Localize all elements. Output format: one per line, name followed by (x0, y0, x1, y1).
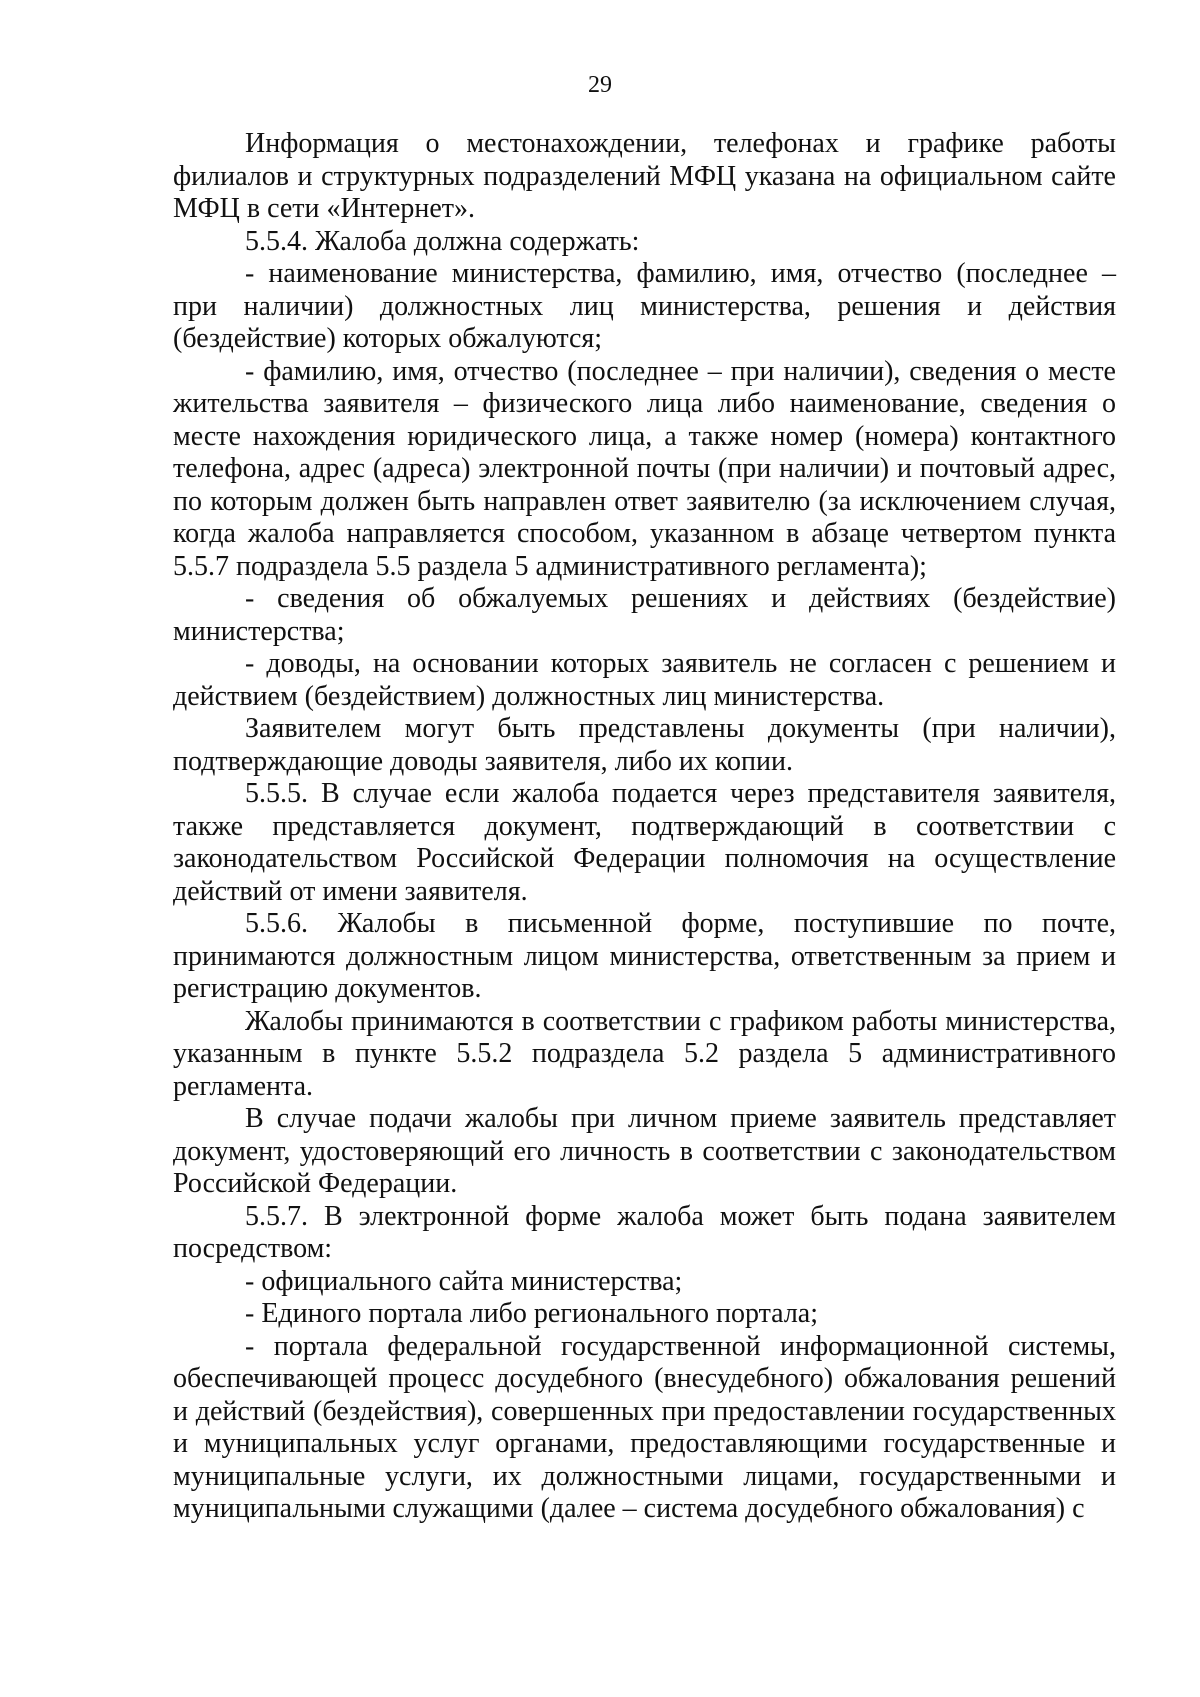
list-item-official-site: - официального сайта министерства; (245, 1265, 683, 1297)
paragraph-5-5-5: 5.5.5. В случае если жалоба подается через представителя заявителя, также представляется документ, подтверждающий в соответствии с законодательством Российской Федерации полномочия на осуществление действий от имени заявителя. (173, 778, 1116, 907)
list-item-ministry-name: - наименование министерства, фамилию, имя, отчество (последнее – при наличии) должностных лиц министерства, решения и действия (бездействие) которых обжалуются; (173, 258, 1116, 354)
paragraph-5-5-7: 5.5.7. В электронной форме жалоба может быть подана заявителем посредством: (173, 1200, 1116, 1264)
list-item-appealed-decisions: - сведения об обжалуемых решениях и действиях (бездействие) министерства; (173, 583, 1116, 647)
list-item-applicant-info: - фамилию, имя, отчество (последнее – при наличии), сведения о месте жительства заявителя – физического лица либо наименование, сведения о месте нахождения юридического лица, а также номер (номера) контактного телефона, адрес (адреса) электронной почты (при наличии) и почтовый адрес, по которым должен быть направлен ответ заявителю (за исключением случая, когда жалоба направляется способом, указанном в абзаце четвертом пункта 5.5.7 подраздела 5.5 раздела 5 административного регламента); (173, 355, 1116, 582)
paragraph-mfc-info: Информация о местонахождении, телефонах и графике работы филиалов и структурных подразделений МФЦ указана на официальном сайте МФЦ в сети «Интернет». (173, 128, 1116, 224)
paragraph-5-5-4: 5.5.4. Жалоба должна содержать: (245, 225, 640, 257)
paragraph-5-5-6: 5.5.6. Жалобы в письменной форме, поступившие по почте, принимаются должностным лицом министерства, ответственным за прием и регистрацию документов. (173, 908, 1116, 1004)
page-number: 29 (588, 72, 612, 98)
list-item-federal-system: - портала федеральной государственной информационной системы, обеспечивающей процесс досудебного (внесудебного) обжалования решений и действий (бездействия), совершенных при предоставлении государственных и муниципальных услуг органами, предоставляющими государственные и муниципальные услуги, их должностными лицами, государственными и муниципальными служащими (далее – система досудебного обжалования) с (173, 1330, 1116, 1524)
paragraph-supporting-documents: Заявителем могут быть представлены документы (при наличии), подтверждающие доводы заявителя, либо их копии. (173, 713, 1116, 777)
document-body (173, 128, 1116, 1526)
list-item-arguments: - доводы, на основании которых заявитель не согласен с решением и действием (бездействием) должностных лиц министерства. (173, 648, 1116, 712)
list-item-unified-portal: - Единого портала либо регионального портала; (245, 1298, 819, 1329)
paragraph-personal-reception: В случае подачи жалобы при личном приеме заявитель представляет документ, удостоверяющий его личность в соответствии с законодательством Российской Федерации. (173, 1103, 1116, 1199)
paragraph-schedule: Жалобы принимаются в соответствии с графиком работы министерства, указанным в пункте 5.5.2 подраздела 5.2 раздела 5 административного регламента. (173, 1005, 1116, 1102)
